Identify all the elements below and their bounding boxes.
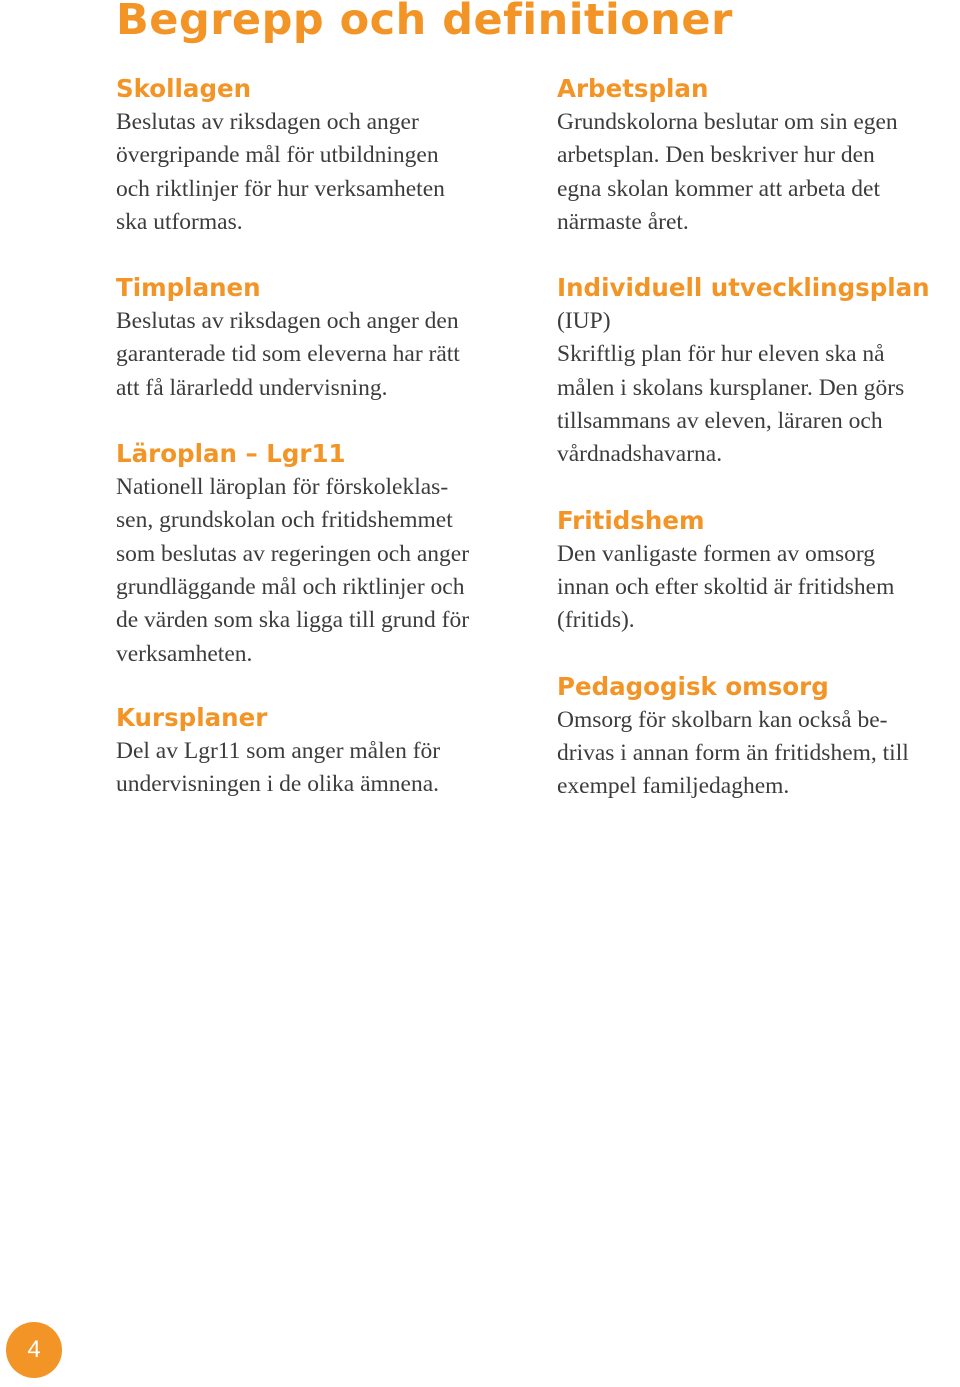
text-line: vårdnadshavarna. xyxy=(557,441,723,468)
text-line: att få lärarledd undervisning. xyxy=(116,374,388,401)
text-line: (IUP) xyxy=(557,308,611,335)
text-line: arbetsplan. Den beskriver hur den xyxy=(557,142,875,169)
text-line: innan och efter skoltid är fritidshem xyxy=(557,573,895,600)
text-line: Den vanligaste formen av omsorg xyxy=(557,540,876,567)
definition-text xyxy=(116,471,526,671)
text-line: Nationell läroplan för förskoleklas- xyxy=(116,474,449,501)
text-line: övergripande mål för utbildningen xyxy=(116,142,439,169)
text-line: grundläggande mål och riktlinjer och xyxy=(116,573,465,600)
text-line: Skriftlig plan för hur eleven ska nå xyxy=(557,341,885,368)
text-line: Del av Lgr11 som anger målen för xyxy=(116,737,441,764)
definition-kursplaner xyxy=(116,701,526,802)
text-line: de värden som ska ligga till grund för xyxy=(116,607,470,634)
definition-fritidshem xyxy=(557,504,960,638)
text-line: som beslutas av regeringen och anger xyxy=(116,540,470,567)
definition-text xyxy=(557,106,960,239)
definition-skollagen xyxy=(116,72,526,239)
text-line: (fritids). xyxy=(557,607,635,634)
definition-text xyxy=(557,305,960,471)
definition-iup xyxy=(557,271,960,471)
definition-heading: Skollagen xyxy=(116,74,252,103)
text-line: målen i skolans kursplaner. Den görs xyxy=(557,374,905,401)
text-line: egna skolan kommer att arbeta det xyxy=(557,175,880,202)
definition-laroplan xyxy=(116,437,526,671)
text-line: Omsorg för skolbarn kan också be- xyxy=(557,706,888,733)
definition-heading: Arbetsplan xyxy=(557,74,709,103)
text-line: undervisningen i de olika ämnena. xyxy=(116,771,440,798)
page-number-badge: 4 xyxy=(6,1322,62,1378)
text-line: Beslutas av riksdagen och anger den xyxy=(116,308,459,335)
text-line: sen, grundskolan och fritidshemmet xyxy=(116,507,453,534)
definition-heading: Kursplaner xyxy=(116,702,268,732)
definition-text xyxy=(557,538,960,638)
page-title: Begrepp och definitioner xyxy=(116,0,733,45)
definition-pedagogisk-omsorg xyxy=(557,670,960,804)
definition-heading: Läroplan – Lgr11 xyxy=(116,439,346,469)
text-line: garanterade tid som eleverna har rätt xyxy=(116,341,460,368)
text-line: Beslutas av riksdagen och anger xyxy=(116,109,419,135)
text-line: ska utformas. xyxy=(116,208,243,235)
text-line: tillsammans av eleven, läraren och xyxy=(557,408,883,435)
definition-timplanen xyxy=(116,271,526,405)
definition-text xyxy=(116,735,526,802)
text-line: närmaste året. xyxy=(557,208,689,235)
text-line: exempel familjedaghem. xyxy=(557,773,790,800)
text-line: drivas i annan form än fritidshem, till xyxy=(557,739,909,766)
definition-heading: Pedagogisk omsorg xyxy=(557,671,829,701)
definition-heading: Individuell utvecklingsplan xyxy=(557,273,930,303)
left-column xyxy=(116,72,526,801)
text-line: verksamheten. xyxy=(116,640,253,667)
definition-heading: Timplanen xyxy=(116,273,261,303)
right-column xyxy=(557,72,960,803)
definition-heading: Fritidshem xyxy=(557,505,705,535)
definition-text xyxy=(116,305,526,405)
definition-text xyxy=(116,106,526,239)
definition-arbetsplan xyxy=(557,72,960,239)
text-line: Grundskolorna beslutar om sin egen xyxy=(557,109,898,135)
definition-text xyxy=(557,704,960,804)
text-line: och riktlinjer för hur verksamheten xyxy=(116,175,445,202)
